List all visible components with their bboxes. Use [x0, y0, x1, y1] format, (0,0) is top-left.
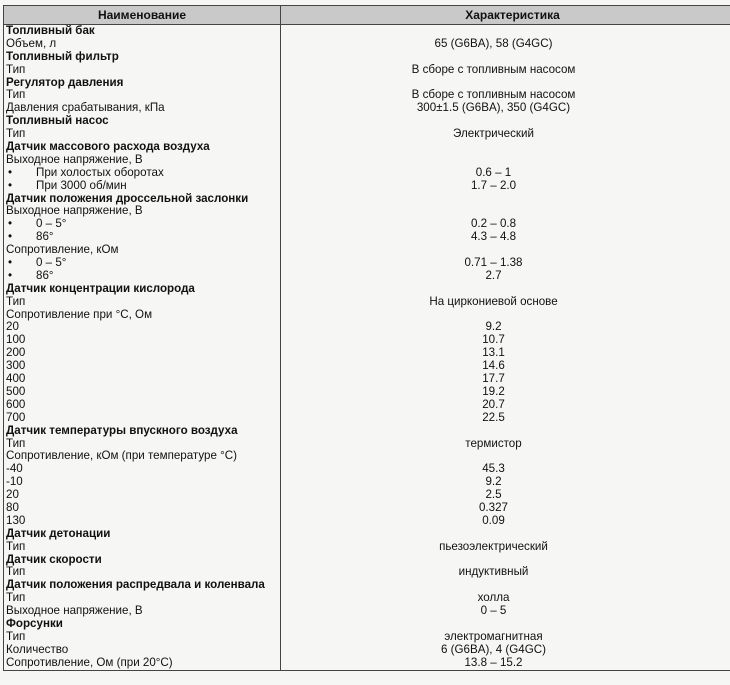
spec-value — [283, 450, 730, 463]
spec-label-text: 130 — [6, 514, 26, 527]
spec-value: 10.7 — [482, 334, 505, 347]
spec-label-text: Сопротивление при °С, Ом — [6, 308, 153, 321]
spec-label — [6, 89, 280, 102]
spec-value — [283, 25, 730, 38]
spec-label-text: 100 — [6, 334, 26, 347]
spec-value: 17.7 — [482, 373, 505, 386]
spec-label — [6, 399, 280, 412]
section-heading — [6, 25, 280, 38]
spec-value — [283, 309, 730, 322]
spec-label-text: 200 — [6, 347, 26, 360]
spec-label-text: Сопротивление, кОм — [6, 244, 119, 257]
spec-value — [283, 244, 730, 257]
section-heading — [6, 77, 280, 90]
spec-label — [6, 438, 280, 451]
spec-label-text: Регулятор давления — [6, 76, 124, 89]
spec-label — [6, 270, 280, 283]
spec-label-text: Тип — [6, 630, 26, 643]
spec-label — [6, 541, 280, 554]
spec-label-text: -40 — [6, 463, 23, 476]
spec-value: 0 – 5 — [480, 605, 507, 618]
spec-value: 45.3 — [482, 463, 505, 476]
spec-label-text: Выходное напряжение, В — [6, 605, 143, 618]
section-heading — [6, 141, 280, 154]
spec-label — [6, 476, 280, 489]
spec-value — [283, 283, 730, 296]
section-heading — [6, 115, 280, 128]
spec-value: 300±1.5 (G6BA), 350 (G4GC) — [416, 102, 571, 115]
spec-label-text: При холостых оборотах — [36, 166, 164, 179]
spec-value: 2.5 — [485, 489, 502, 502]
spec-value: 0.71 – 1.38 — [464, 257, 523, 270]
spec-value: 6 (G6BA), 4 (G4GC) — [440, 643, 546, 656]
spec-value: В сборе с топливным насосом — [411, 89, 576, 102]
spec-label-text: 500 — [6, 385, 26, 398]
spec-label-text: 20 — [6, 321, 19, 334]
section-heading — [6, 193, 280, 206]
spec-label-text: 86° — [36, 231, 54, 244]
spec-label — [6, 334, 280, 347]
spec-value — [283, 205, 730, 218]
spec-label — [6, 257, 280, 270]
spec-label — [6, 450, 280, 463]
spec-value: 22.5 — [482, 411, 505, 424]
spec-value — [283, 528, 730, 541]
spec-label — [6, 347, 280, 360]
spec-label — [6, 515, 280, 528]
spec-label-text: Тип — [6, 63, 26, 76]
spec-label-text: Сопротивление, Ом (при 20°С) — [6, 656, 173, 669]
spec-value — [283, 115, 730, 128]
spec-label-text: Давления срабатывания, кПа — [6, 102, 165, 115]
section-heading — [6, 528, 280, 541]
spec-label-text: Объем, л — [6, 37, 57, 50]
spec-value — [283, 425, 730, 438]
spec-value: 65 (G6BA), 58 (G4GC) — [434, 37, 553, 50]
spec-value — [283, 51, 730, 64]
spec-value: 13.8 – 15.2 — [464, 656, 523, 669]
spec-value — [283, 618, 730, 631]
spec-label-text: Количество — [6, 643, 69, 656]
spec-value: пьезоэлектрический — [439, 540, 548, 553]
spec-label — [6, 657, 280, 670]
spec-label-text: Тип — [6, 566, 26, 579]
spec-label-text: 300 — [6, 360, 26, 373]
spec-label-text: Выходное напряжение, В — [6, 153, 143, 166]
section-heading — [6, 425, 280, 438]
spec-label — [6, 38, 280, 51]
spec-value: холла — [477, 592, 510, 605]
section-heading — [6, 283, 280, 296]
spec-label — [6, 102, 280, 115]
spec-label-text: 86° — [36, 269, 54, 282]
bullet-icon: • — [8, 269, 13, 282]
spec-label-text: -10 — [6, 476, 23, 489]
spec-label — [6, 605, 280, 618]
spec-label-text: 600 — [6, 398, 26, 411]
spec-value — [283, 141, 730, 154]
spec-label-text: Сопротивление, кОм (при температуре °С) — [6, 450, 238, 463]
spec-value: индуктивный — [458, 566, 529, 579]
spec-value — [283, 554, 730, 567]
spec-value: 2.7 — [485, 269, 502, 282]
spec-label — [6, 631, 280, 644]
spec-value: 20.7 — [482, 398, 505, 411]
spec-value: 4.3 – 4.8 — [470, 231, 517, 244]
spec-label — [6, 566, 280, 579]
table-body-row — [4, 25, 730, 671]
spec-value — [283, 77, 730, 90]
spec-label-text: 0 – 5° — [36, 257, 67, 270]
bullet-icon: • — [8, 257, 13, 270]
spec-label-text: Тип — [6, 592, 26, 605]
section-heading — [6, 51, 280, 64]
spec-value — [283, 579, 730, 592]
section-heading — [6, 579, 280, 592]
spec-label-text: Датчик положения дроссельной заслонки — [6, 192, 249, 205]
bullet-icon: • — [8, 179, 13, 192]
spec-label-text: 20 — [6, 489, 19, 502]
spec-value: 14.6 — [482, 360, 505, 373]
spec-label — [6, 244, 280, 257]
spec-label-text: Топливный фильтр — [6, 50, 119, 63]
spec-value — [283, 193, 730, 206]
spec-label-text: Топливный насос — [6, 115, 109, 128]
bullet-icon: • — [8, 218, 13, 231]
spec-value: 1.7 – 2.0 — [470, 179, 517, 192]
spec-label — [6, 128, 280, 141]
spec-label-text: Датчик температуры впускного воздуха — [6, 424, 238, 437]
spec-value: 9.2 — [485, 476, 502, 489]
spec-value: 19.2 — [482, 385, 505, 398]
spec-label — [6, 167, 280, 180]
spec-label — [6, 180, 280, 193]
table-header-row — [4, 6, 730, 25]
spec-label — [6, 412, 280, 425]
spec-label — [6, 489, 280, 502]
spec-value: 0.6 – 1 — [475, 166, 512, 179]
spec-label — [6, 218, 280, 231]
bullet-icon: • — [8, 166, 13, 179]
spec-value: 0.327 — [478, 501, 508, 514]
spec-label — [6, 154, 280, 167]
spec-value: 13.1 — [482, 347, 505, 360]
name-column — [4, 25, 281, 671]
column-header-name: Наименование — [4, 6, 281, 25]
specifications-table — [3, 5, 730, 671]
spec-value: 0.2 – 0.8 — [470, 218, 517, 231]
spec-label — [6, 64, 280, 77]
characteristic-column — [281, 25, 730, 671]
spec-label — [6, 360, 280, 373]
spec-label-text: Датчик массового расхода воздуха — [6, 141, 210, 154]
spec-label — [6, 502, 280, 515]
spec-label — [6, 373, 280, 386]
spec-label — [6, 205, 280, 218]
spec-label-text: 80 — [6, 501, 19, 514]
column-header-characteristic: Характеристика — [281, 6, 730, 25]
section-heading — [6, 618, 280, 631]
spec-value: 0.09 — [482, 514, 505, 527]
spec-label-text: Датчик скорости — [6, 553, 102, 566]
spec-label-text: Тип — [6, 89, 26, 102]
spec-label-text: 700 — [6, 411, 26, 424]
spec-label — [6, 386, 280, 399]
spec-label — [6, 309, 280, 322]
spec-value: Электрический — [453, 128, 534, 141]
spec-value: электромагнитная — [444, 630, 543, 643]
section-heading — [6, 554, 280, 567]
spec-label-text: Датчик концентрации кислорода — [6, 282, 195, 295]
bullet-icon: • — [8, 231, 13, 244]
spec-label — [6, 592, 280, 605]
spec-label-text: 0 – 5° — [36, 218, 67, 231]
spec-label-text: При 3000 об/мин — [36, 179, 127, 192]
spec-label-text: Выходное напряжение, В — [6, 205, 143, 218]
spec-value: термистор — [465, 437, 522, 450]
spec-label — [6, 463, 280, 476]
spec-label — [6, 296, 280, 309]
spec-label-text: Датчик детонации — [6, 527, 111, 540]
spec-label — [6, 321, 280, 334]
spec-label — [6, 231, 280, 244]
spec-label-text: Топливный бак — [6, 25, 95, 37]
spec-label-text: Тип — [6, 437, 26, 450]
spec-label-text: Датчик положения распредвала и коленвала — [6, 579, 265, 592]
spec-value: На циркониевой основе — [429, 295, 558, 308]
spec-label-text: Тип — [6, 540, 26, 553]
spec-label — [6, 644, 280, 657]
spec-label-text: 400 — [6, 373, 26, 386]
spec-label-text: Тип — [6, 295, 26, 308]
spec-label-text: Форсунки — [6, 617, 63, 630]
spec-value: 9.2 — [485, 321, 502, 334]
spec-value — [283, 154, 730, 167]
spec-value: В сборе с топливным насосом — [411, 63, 576, 76]
spec-label-text: Тип — [6, 128, 26, 141]
